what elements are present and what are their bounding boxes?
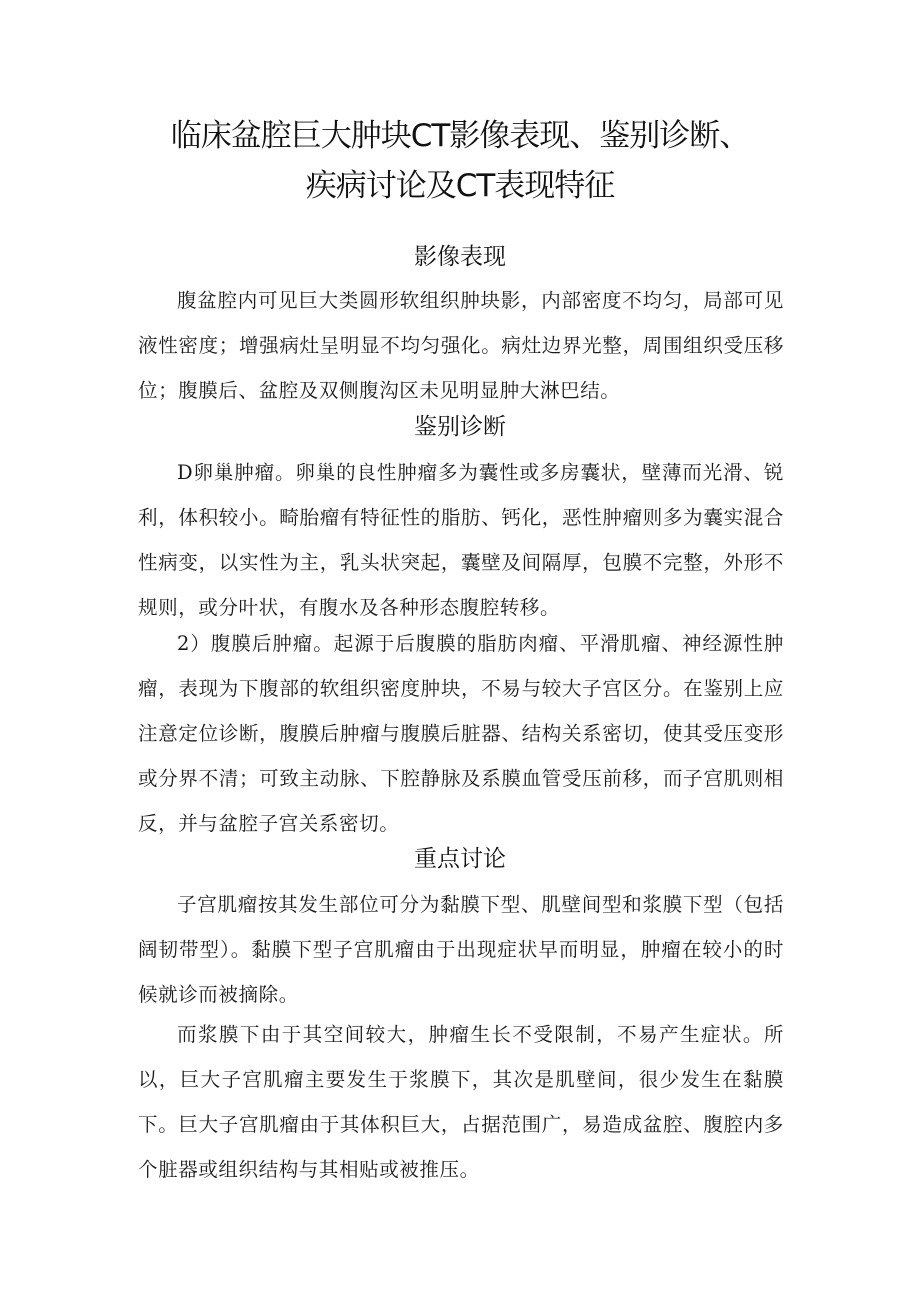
differential-diagnosis-paragraph-1: D卵巢肿瘤。卵巢的良性肿瘤多为囊性或多房囊状，壁薄而光滑、锐利，体积较小。畸胎瘤有特征性的脂肪、钙化，恶性肿瘤则多为囊实混合性病变，以实性为主，乳头状突起，囊壁及间隔厚，包膜不完整，外形不规则，或分叶状，有腹水及各种形态腹腔转移。 (138, 461, 784, 619)
section-heading-differential-diagnosis: 鉴别诊断 (414, 414, 506, 440)
imaging-findings-paragraph: 腹盆腔内可见巨大类圆形软组织肿块影，内部密度不均匀，局部可见液性密度；增强病灶呈明显不均匀强化。病灶边界光整，周围组织受压移位；腹膜后、盆腔及双侧腹沟区未见明显肿大淋巴结。 (138, 289, 784, 402)
key-discussion-paragraph-2: 而浆膜下由于其空间较大，肿瘤生长不受限制，不易产生症状。所以，巨大子宫肌瘤主要发生于浆膜下，其次是肌壁间，很少发生在黏膜下。巨大子宫肌瘤由于其体积巨大，占据范围广，易造成盆腔、腹腔内多个脏器或组织结构与其相贴或被推压。 (138, 1023, 784, 1181)
section-heading-key-discussion: 重点讨论 (414, 846, 506, 872)
key-discussion-paragraph-1: 子宫肌瘤按其发生部位可分为黏膜下型、肌壁间型和浆膜下型（包括阔韧带型）。黏膜下型子宫肌瘤由于出现症状早而明显，肿瘤在较小的时候就诊而被摘除。 (138, 893, 784, 1006)
section-heading-imaging-findings: 影像表现 (414, 244, 506, 270)
document-title-line-2: 疾病讨论及CT表现特征 (305, 168, 615, 204)
differential-diagnosis-paragraph-2: 2）腹膜后肿瘤。起源于后腹膜的脂肪肉瘤、平滑肌瘤、神经源性肿瘤，表现为下腹部的软组织密度肿块，不易与较大子宫区分。在鉴别上应注意定位诊断，腹膜后肿瘤与腹膜后脏器、结构关系密切，使其受压变形或分界不清；可致主动脉、下腔静脉及系膜血管受压前移，而子宫肌则相反，并与盆腔子宫关系密切。 (138, 632, 784, 835)
document-title-line-1: 临床盆腔巨大肿块CT影像表现、鉴别诊断、 (170, 118, 750, 154)
